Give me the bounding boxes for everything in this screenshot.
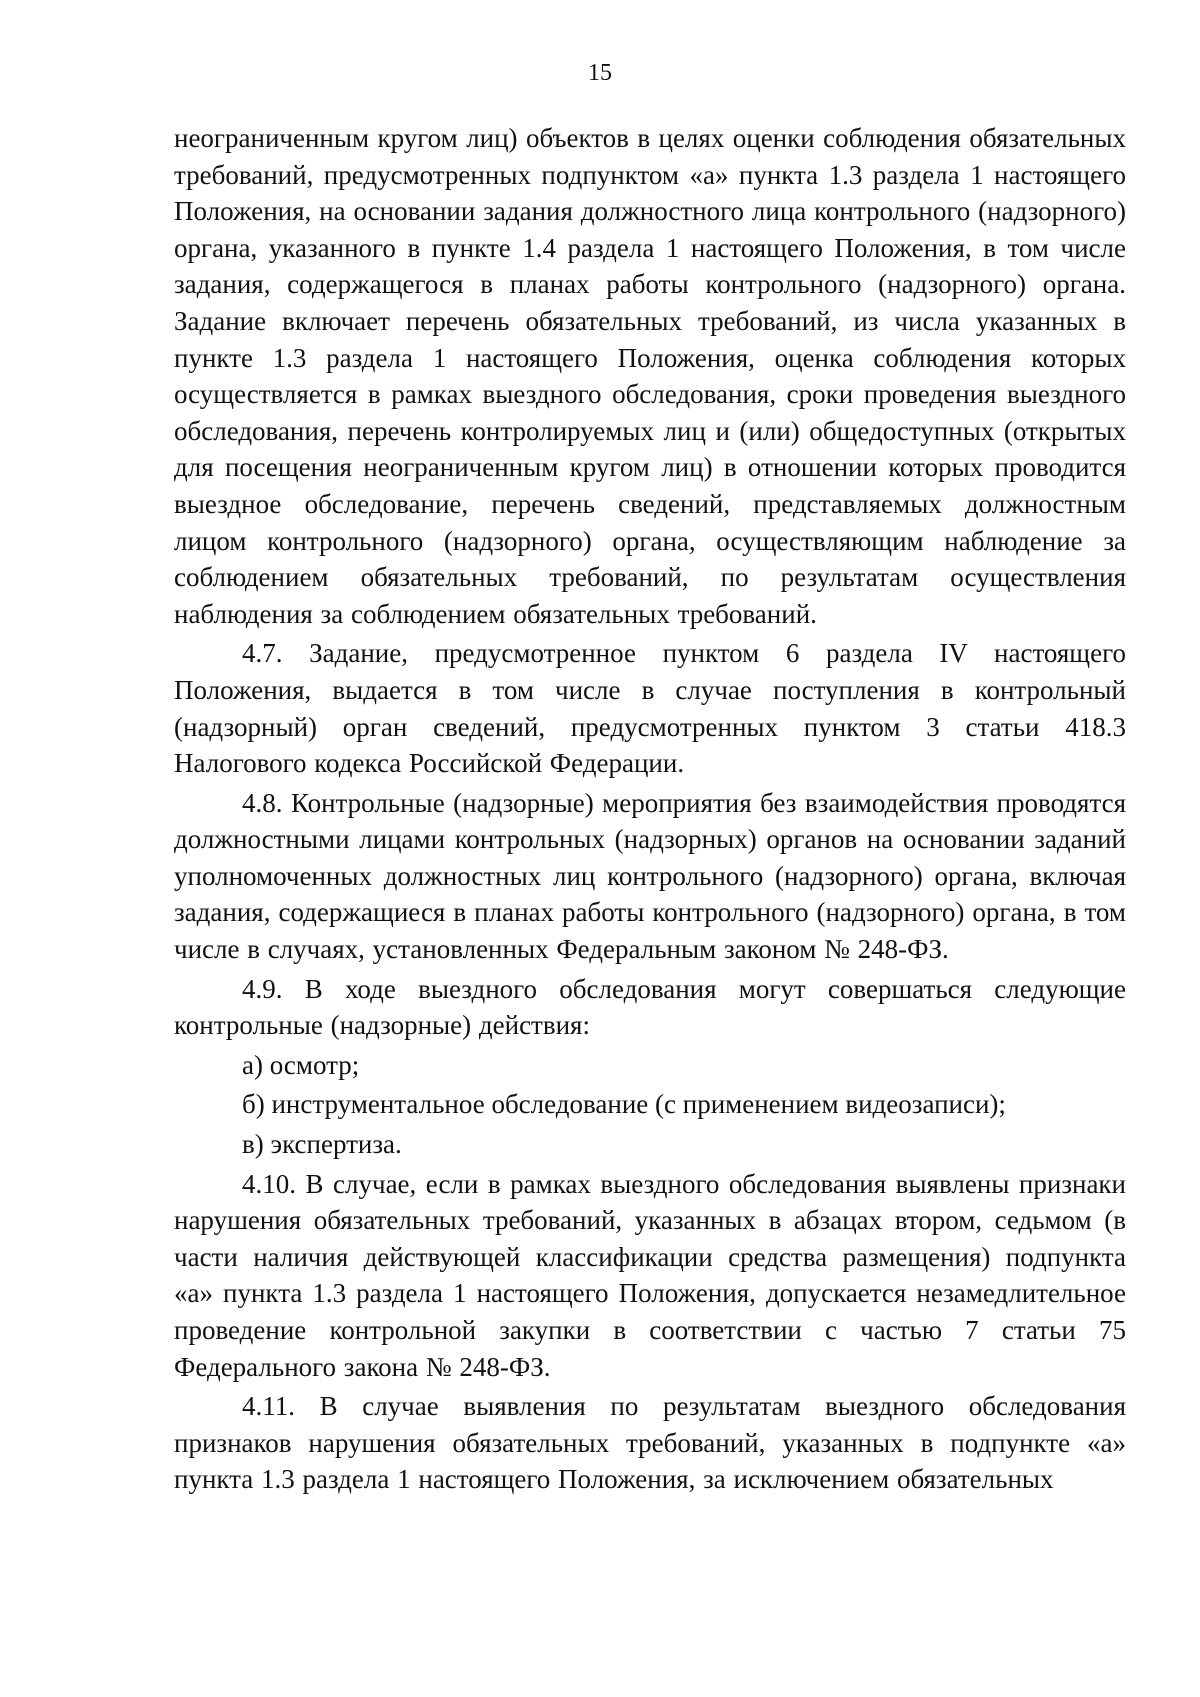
paragraph-4-10: 4.10. В случае, если в рамках выездного обследования выявлены признаки нарушения обязательных требований, указанных в абзацах втором, седьмом (в части наличия действующей классификации средства размещения) подпункта «а» пункта 1.3 раздела 1 настоящего Положения, допускается незамедлительное проведение контрольной закупки в соответствии с частью 7 статьи 75 Федерального закона № 248-ФЗ.: [174, 1168, 1126, 1382]
paragraph-4-7: 4.7. Задание, предусмотренное пунктом 6 раздела IV настоящего Положения, выдается в том числе в случае поступления в контрольный (надзорный) орган сведений, предусмотренных пунктом 3 статьи 418.3 Налогового кодекса Российской Федерации.: [174, 638, 1126, 779]
paragraph-continuation: неограниченным кругом лиц) объектов в целях оценки соблюдения обязательных требований, предусмотренных подпунктом «а» пункта 1.3 раздела 1 настоящего Положения, на основании задания должностного лица контрольного (надзорного) органа, указанного в пункте 1.4 раздела 1 настоящего Положения, в том числе задания, содержащегося в планах работы контрольного (надзорного) органа. Задание включает перечень обязательных требований, из числа указанных в пункте 1.3 раздела 1 настоящего Положения, оценка соблюдения которых осуществляется в рамках выездного обследования, сроки проведения выездного обследования, перечень контролируемых лиц и (или) общедоступных (открытых для посещения неограниченным кругом лиц) в отношении которых проводится выездное обследование, перечень сведений, представляемых должностным лицом контрольного (надзорного) органа, осуществляющим наблюдение за соблюдением обязательных требований, по результатам осуществления наблюдения за соблюдением обязательных требований.: [174, 123, 1126, 629]
list-item-b: б) инструментальное обследование (с применением видеозаписи);: [242, 1089, 1006, 1120]
list-item-c: в) экспертиза.: [242, 1129, 402, 1160]
paragraph-4-11: 4.11. В случае выявления по результатам выездного обследования признаков нарушения обязательных требований, указанных в подпункте «а» пункта 1.3 раздела 1 настоящего Положения, за исключением обязательных: [174, 1391, 1126, 1495]
document-body: [174, 120, 1126, 1498]
paragraph-4-8: 4.8. Контрольные (надзорные) мероприятия без взаимодействия проводятся должностными лицами контрольных (надзорных) органов на основании заданий уполномоченных должностных лиц контрольного (надзорного) органа, включая задания, содержащиеся в планах работы контрольного (надзорного) органа, в том числе в случаях, установленных Федеральным законом № 248-ФЗ.: [174, 787, 1126, 965]
paragraph-4-9: 4.9. В ходе выездного обследования могут совершаться следующие контрольные (надзорные) действия:: [174, 973, 1126, 1041]
page-number: 15: [588, 60, 612, 86]
list-item-a: а) осмотр;: [242, 1049, 360, 1080]
